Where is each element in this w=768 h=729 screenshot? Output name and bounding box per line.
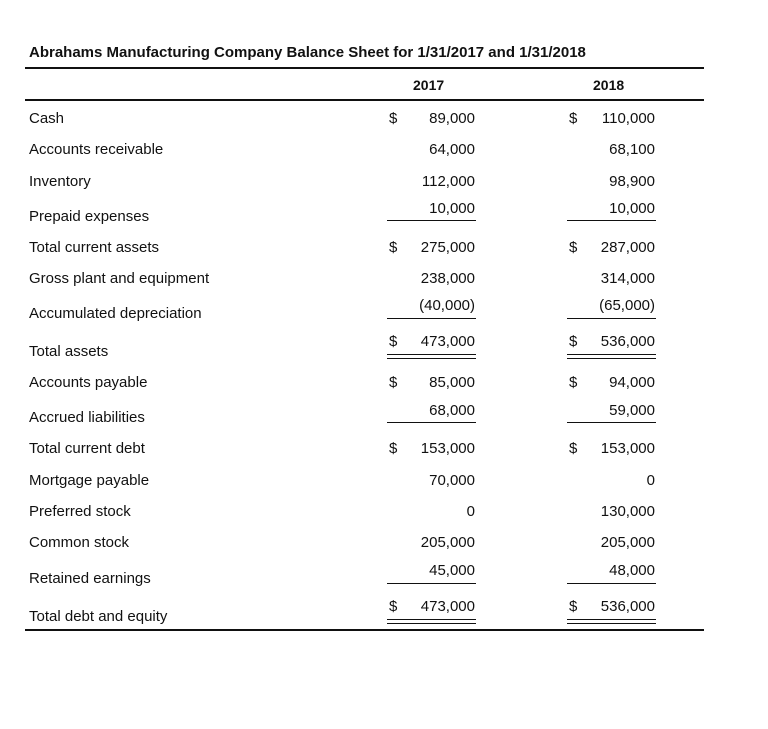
dollar-sign: $ bbox=[569, 374, 578, 391]
value-2018: 153,000 bbox=[600, 440, 655, 457]
total-double-underline bbox=[387, 354, 476, 359]
value-2017: 473,000 bbox=[420, 333, 475, 350]
value-2018: 10,000 bbox=[609, 200, 655, 217]
subtotal-underline bbox=[387, 318, 476, 319]
dollar-sign: $ bbox=[389, 598, 398, 615]
value-2018: 94,000 bbox=[609, 374, 655, 391]
value-2018: 314,000 bbox=[600, 270, 655, 287]
value-2017: 238,000 bbox=[420, 270, 475, 287]
row-label: Accrued liabilities bbox=[29, 409, 145, 426]
dollar-sign: $ bbox=[569, 333, 578, 350]
row-label: Cash bbox=[29, 110, 65, 127]
dollar-sign: $ bbox=[569, 239, 578, 256]
value-2017: 89,000 bbox=[429, 110, 475, 127]
value-2017: 45,000 bbox=[429, 562, 475, 579]
row-label: Total debt and equity bbox=[29, 608, 168, 625]
row-label: Total assets bbox=[29, 343, 109, 360]
subtotal-underline bbox=[567, 220, 656, 221]
total-double-underline bbox=[387, 619, 476, 624]
subtotal-underline bbox=[387, 422, 476, 423]
value-2017: 85,000 bbox=[429, 374, 475, 391]
total-double-underline bbox=[567, 619, 656, 624]
value-2018: 536,000 bbox=[600, 333, 655, 350]
row-label: Total current debt bbox=[29, 440, 145, 457]
column-header-2018: 2018 bbox=[593, 77, 625, 93]
subtotal-underline bbox=[567, 422, 656, 423]
row-label: Common stock bbox=[29, 534, 130, 551]
dollar-sign: $ bbox=[569, 598, 578, 615]
subtotal-underline bbox=[387, 583, 476, 584]
value-2017: 0 bbox=[466, 503, 475, 520]
header-rule bbox=[25, 99, 704, 101]
bottom-rule bbox=[25, 629, 704, 631]
row-label: Accounts receivable bbox=[29, 141, 164, 158]
value-2018: 98,900 bbox=[609, 173, 655, 190]
value-2017: 153,000 bbox=[420, 440, 475, 457]
subtotal-underline bbox=[567, 318, 656, 319]
value-2017: (40,000) bbox=[419, 297, 475, 314]
value-2018: 68,100 bbox=[609, 141, 655, 158]
value-2017: 205,000 bbox=[420, 534, 475, 551]
value-2018: 0 bbox=[646, 472, 655, 489]
value-2017: 68,000 bbox=[429, 402, 475, 419]
row-label: Prepaid expenses bbox=[29, 208, 150, 225]
dollar-sign: $ bbox=[389, 440, 398, 457]
dollar-sign: $ bbox=[389, 333, 398, 350]
dollar-sign: $ bbox=[389, 239, 398, 256]
value-2017: 70,000 bbox=[429, 472, 475, 489]
dollar-sign: $ bbox=[569, 110, 578, 127]
value-2017: 10,000 bbox=[429, 200, 475, 217]
top-rule bbox=[25, 67, 704, 69]
value-2018: 110,000 bbox=[601, 110, 655, 127]
row-label: Mortgage payable bbox=[29, 472, 150, 489]
dollar-sign: $ bbox=[389, 110, 398, 127]
dollar-sign: $ bbox=[389, 374, 398, 391]
value-2017: 275,000 bbox=[420, 239, 475, 256]
column-header-2017: 2017 bbox=[413, 77, 445, 93]
total-double-underline bbox=[567, 354, 656, 359]
row-label: Total current assets bbox=[29, 239, 160, 256]
row-label: Gross plant and equipment bbox=[29, 270, 210, 287]
value-2018: (65,000) bbox=[599, 297, 655, 314]
dollar-sign: $ bbox=[569, 440, 578, 457]
row-label: Retained earnings bbox=[29, 570, 151, 587]
value-2018: 205,000 bbox=[600, 534, 655, 551]
value-2017: 473,000 bbox=[420, 598, 475, 615]
value-2018: 59,000 bbox=[609, 402, 655, 419]
value-2017: 112,000 bbox=[421, 173, 475, 190]
page-title: Abrahams Manufacturing Company Balance Sheet for 1/31/2017 and 1/31/2018 bbox=[29, 44, 586, 61]
value-2018: 287,000 bbox=[600, 239, 655, 256]
subtotal-underline bbox=[387, 220, 476, 221]
row-label: Inventory bbox=[29, 173, 91, 190]
value-2018: 130,000 bbox=[600, 503, 655, 520]
value-2018: 536,000 bbox=[600, 598, 655, 615]
row-label: Accumulated depreciation bbox=[29, 305, 202, 322]
value-2018: 48,000 bbox=[609, 562, 655, 579]
value-2017: 64,000 bbox=[429, 141, 475, 158]
row-label: Preferred stock bbox=[29, 503, 131, 520]
subtotal-underline bbox=[567, 583, 656, 584]
row-label: Accounts payable bbox=[29, 374, 148, 391]
